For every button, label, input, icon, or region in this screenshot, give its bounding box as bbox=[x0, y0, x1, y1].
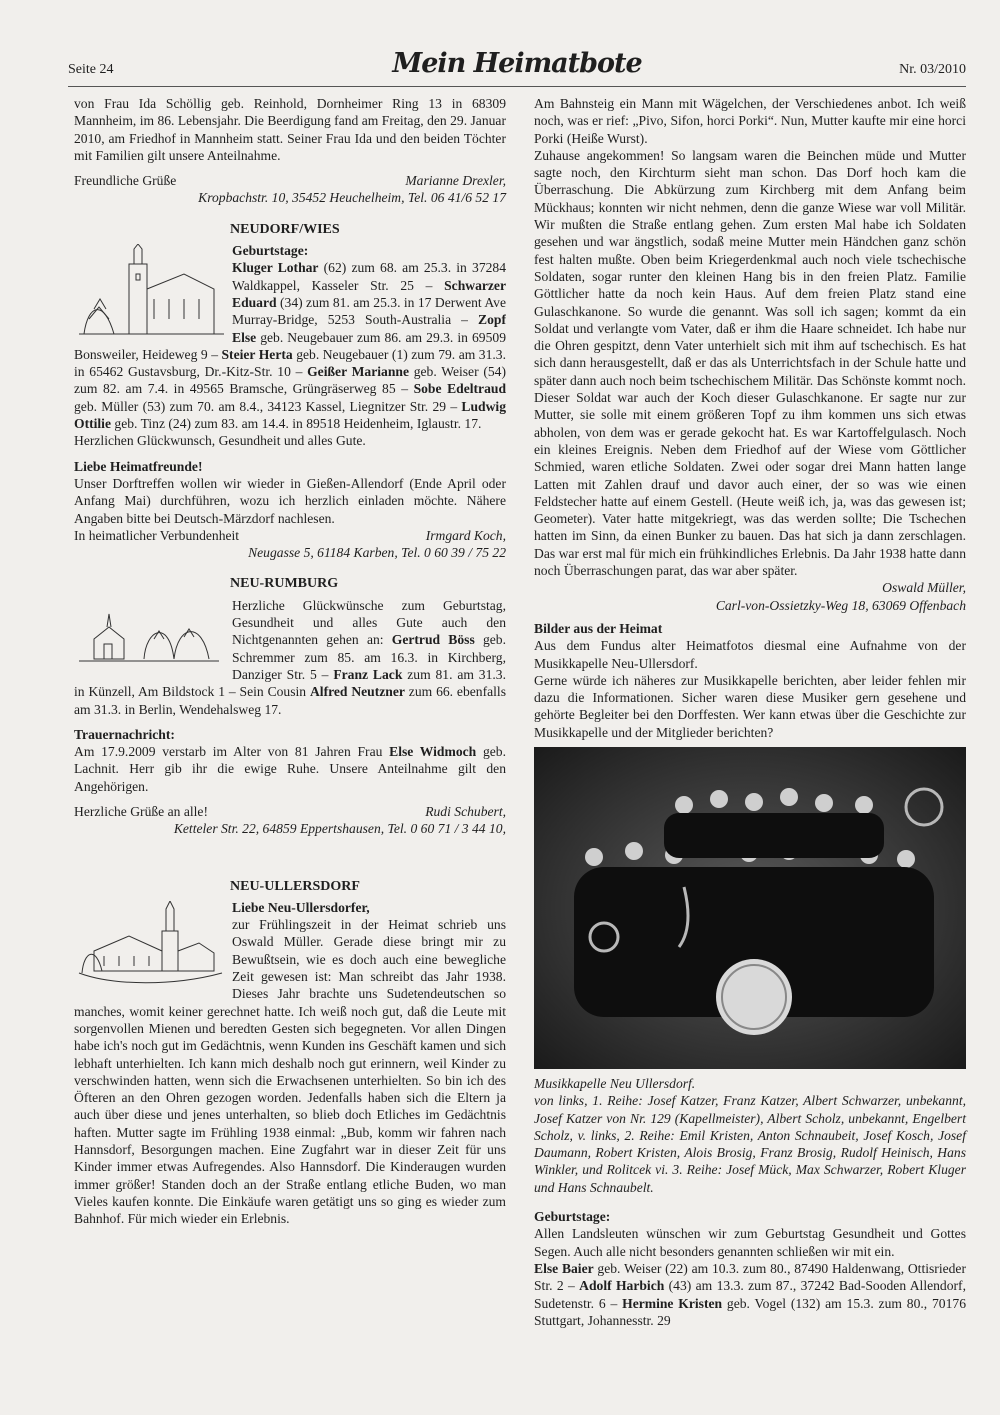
photo-caption-title: Musikkapelle Neu Ullersdorf. bbox=[534, 1075, 696, 1091]
neudorf-friends-text: Unser Dorftreffen wollen wir wieder in Gießen-Allendorf (Ende April oder Anfang Mai) durchführen, wozu ich herzlich einladen möchte. Nähere Angaben bitte bei Deutsch-Märzdorf nachlesen. bbox=[74, 475, 506, 526]
neudorf-wish: Herzlichen Glückwunsch, Gesundheit und alles Gute. bbox=[74, 433, 366, 449]
church-sketch-neudorf bbox=[74, 244, 224, 344]
neu-ullersdorf-section bbox=[74, 899, 506, 1228]
neudorf-friends-head: Liebe Heimatfreunde! bbox=[74, 458, 203, 474]
section-title-neudorf: NEUDORF/WIES bbox=[230, 221, 340, 237]
rumburg-sign-name: Rudi Schubert, bbox=[425, 803, 506, 819]
signature-1-address: Kropbachstr. 10, 35452 Heuchelheim, Tel. 06 41/6 52 17 bbox=[198, 190, 506, 206]
pictures-text-2: Gerne würde ich näheres zur Musikkapelle berichten, aber leider fehlen mir dazu die Informationen. Sicher waren diese Musiker gern gesehene und gehörte Begleiter bei den Dorffesten. Wer kann etwas über die Geschichte zur Musikkapelle und der Mitglieder berichten? bbox=[534, 672, 966, 740]
neudorf-section bbox=[74, 242, 506, 432]
neu-rumburg-birthdays: Herzliche Glückwünsche zum Geburtstag, Gesundheit und alles Gute auch den Nichtgenannten gehen an: Gertrud Böss geb. Schremmer zum 85. am 16.3. in Kirchberg, Danziger Str. 5 – Franz Lack zum 81. am 31.3. in Künzell, Am Bildstock 1 – Sein Cousin Alfred Neutzner zum 66. ebenfalls am 31.3. in Berlin, Wendehalsweg 17. bbox=[74, 597, 506, 717]
mourning-head: Trauernachricht: bbox=[74, 726, 175, 742]
signature-1-name: Marianne Drexler, bbox=[405, 173, 506, 189]
section-title-neu-ullersdorf: NEU-ULLERSDORF bbox=[230, 878, 360, 894]
left-column bbox=[74, 95, 506, 1228]
story-sign-address: Carl-von-Ossietzky-Weg 18, 63069 Offenbach bbox=[715, 597, 966, 613]
neu-rumburg-section bbox=[74, 597, 506, 718]
birthdays-head: Geburtstage: bbox=[534, 1209, 611, 1225]
pictures-text-1: Aus dem Fundus alter Heimatfotos diesmal eine Aufnahme von der Musikkapelle Neu-Ullersdorf. bbox=[534, 638, 966, 671]
birthdays-intro: Allen Landsleuten wünschen wir zum Geburtstag Gesundheit und Gottes Segen. Auch alle nicht besonders genannten schließen wir mit ein. bbox=[534, 1226, 966, 1259]
story-paragraph-1: Am Bahnsteig ein Mann mit Wägelchen, der Verschiedenes anbot. Ich weiß noch, was er rief: „Pivo, Sifon, horci Porki“. Nun, Mutter kaufte mir eine horci Porki (Heiße Wurst). bbox=[534, 96, 966, 146]
story-paragraph-2: Zuhause angekommen! So langsam waren die Beinchen müde und Mutter sagte noch, den Kirchturm sieht man schon. Das Dorf hoch kam die Überraschung. Die Abkürzung zum Kirchberg mit dem Anfang beim Mückhaus; konnten wir nicht nehmen, denn die ganze Wiese war voll Militär. Wir mußten die Straße entlang gehen. Zum ersten Mal habe ich Soldaten gesehen und war ängstlich, sodaß meine Mutter mein Händchen ganz schön fest halten mußte. Oben beim Kriegerdenkmal auch noch viele tschechische Soldaten, sogar runter den kleinen Hang bis in den freien Platz. Familie Göttlicher hatte da noch kein Haus. Auf dem freien Platz stand eine Gulaschkanone. So wurde die genannt. Was soll ich sagen; kommt da ein Soldat und verlangte vom Vater, daß er ihm die Haare schneidet. Ich habe nur die Ohren gespitzt, denn Vater unterhielt sich mit ihm auf tschechisch. Es hat sich dann herausgestellt, daß er das als Unterrichtsfach in der Schule hatte und später dann auch noch beim tschechischem Militär. Das Schönste kommt noch. Dieser Soldat war auch der Koch dieser Gulaschkanone. Er sagte nur zur Mutter, sie solle mit einem größeren Topf zu ihm kommen uns sich etwas abholen, von dem was er gerade gekocht hat. Es war Kartoffelgulasch. Noch ein kleines Ereignis. Neben dem Friedhof auf der Wiese vom Göttlicher Schmied, waren etliche Soldaten. Zwei oder sogar drei Mann hatten lange Latten mit Zahlen drauf und davor auch einer, der so was wie einen Feldstecher hatte auf einem Gestell. (Heute weiß ich, ja, was das gewesen ist; Geometer). Vater hatte mitgekriegt, was das werden sollte; Die Tschechen hatten im Sinn, da einen Bunker zu bauen. Das hat sich ja dann zerschlagen. Das war erst mal für mich ein frühkindliches Erlebnis. Da Jahr 1938 hatte dann noch Überraschungen parat, das war aber später. bbox=[534, 147, 966, 579]
pictures-head: Bilder aus der Heimat bbox=[534, 620, 663, 636]
right-column bbox=[534, 95, 966, 1329]
neudorf-birthdays: Kluger Lothar (62) zum 68. am 25.3. in 37284 Waldkappel, Kasseler Str. 25 – Schwarzer Eduard (34) zum 81. am 25.3. in 17 Derwent Ave Murray-Bridge, 5253 South-Australia – Zopf Else geb. Neugebauer zum 86. am 29.3. in 69509 Bonsweiler, Heideweg 9 – Steier Herta geb. Neugebauer (1) zum 79. am 31.3. in 65462 Gustavsburg, Dr.-Kitz-Str. 10 – Geißer Marianne geb. Weiser (54) zum 82. am 7.4. in 49565 Bramsche, Grüngräserweg 85 – Sobe Edeltraud geb. Müller (53) zum 70. am 8.4., 34123 Kassel, Liegnitzer Str. 29 – Ludwig Ottilie geb. Tinz (24) zum 83. am 14.4. in 89518 Heidenheim, Iglaustr. 17. bbox=[74, 260, 506, 432]
ullersdorf-salutation: Liebe Neu-Ullersdorfer, bbox=[232, 899, 370, 915]
header-rule bbox=[68, 86, 966, 87]
page-header bbox=[68, 48, 966, 82]
rumburg-sign-address: Ketteler Str. 22, 64859 Eppertshausen, Tel. 0 60 71 / 3 44 10, bbox=[173, 821, 506, 837]
rumburg-greeting: Herzliche Grüße an alle! Rudi Schubert, bbox=[74, 803, 506, 819]
issue-number: Nr. 03/2010 bbox=[899, 62, 966, 77]
mourning-text: Am 17.9.2009 verstarb im Alter von 81 Jahren Frau Else Widmoch geb. Lachnit. Herr gib ihr die ewige Ruhe. Unsere Anteilnahme gilt den Angehörigen. bbox=[74, 744, 506, 794]
neudorf-greeting: In heimatlicher Verbundenheit Irmgard Koch, bbox=[74, 527, 506, 543]
neudorf-birthday-head: Geburtstage: bbox=[232, 243, 309, 259]
page-number: Seite 24 bbox=[68, 62, 114, 77]
section-title-neu-rumburg: NEU-RUMBURG bbox=[230, 576, 339, 592]
greeting-1: Freundliche Grüße Marianne Drexler, bbox=[74, 173, 506, 189]
story-sign-name: Oswald Müller, bbox=[882, 580, 966, 596]
church-sketch-ullersdorf bbox=[74, 901, 224, 996]
intro-paragraph: von Frau Ida Schöllig geb. Reinhold, Dornheimer Ring 13 in 68309 Mannheim, im 86. Lebensjahr. Die Beerdigung fand am Freitag, den 29. Januar 2010, am Friedhof in Mannheim statt. Seiner Frau Ida und den beiden Töchter mit Familien gilt unsere Anteilnahme. bbox=[74, 96, 506, 163]
ullersdorf-letter: zur Frühlingszeit in der Heimat schrieb uns Oswald Müller. Gerade diese bringt mir zu Bewußtsein, wie es doch auch eine bewegliche Zeit gewesen ist: Man schreibt das Jahr 1938. Dieses Jahr brachte uns Sudetendeutschen so manches, womit keiner gerechnet hatte. Ich weiß noch gut, daß die Leute mit sorgenvollen Mienen und beredten Gesten sich begegneten. Vor allen Dingen habe ich's noch gut im Gedächtnis, wenn Kunden ins Geschäft kamen und sich lebhaft unterhielten. Ich kann mich deshalb noch gut erinnern, weil Kinder zu verschwinden hatten, wenn sich die Erwachsenen unterhielten. So bin ich des Öfteren an den Ohren gezogen worden. Jedenfalls haben sich die Eltern ja auch über diese und jenes unterhalten, so blieb doch Etliches im Gedächtnis haften. Mutter sagte im Frühling 1938 einmal: „Bub, komm wir fahren nach Hannsdorf, Besorgungen machen. Eine Zugfahrt war in dieser Zeit für uns Kinder immer etwas Aufregendes. Also Hannsdorf. Die Kinderaugen wurden immer größer! Standen doch an der Straße entlang etliche Buden, wo man Vieles kaufen konnte. Die Einkäufe waren getätigt uns so ging es wieder zum Bahnhof. Für mich wieder ein Erlebnis. bbox=[74, 917, 506, 1227]
church-sketch-rumburg bbox=[74, 599, 224, 669]
neudorf-sign-address: Neugasse 5, 61184 Karben, Tel. 0 60 39 / 75 22 bbox=[248, 545, 506, 561]
masthead-title: Mein Heimatbote bbox=[392, 48, 642, 79]
birthdays-list: Else Baier geb. Weiser (22) am 10.3. zum 80., 87490 Haldenwang, Ottisrieder Str. 2 – Adolf Harbich (43) am 13.3. zum 87., 37242 Bad-Sooden Allendorf, Sudetenstr. 6 – Hermine Kristen geb. Vogel (132) am 15.3. zum 80., 70176 Stuttgart, Johannesstr. 29 bbox=[534, 1260, 966, 1328]
band-photo bbox=[534, 747, 966, 1069]
neudorf-sign-name: Irmgard Koch, bbox=[425, 527, 506, 543]
photo-caption-text: von links, 1. Reihe: Josef Katzer, Franz Katzer, Albert Schwarzer, unbekannt, Josef Katzer von Nr. 129 (Kapellmeister), Albert Scholz, unbekannt, Engelbert Scholz, v. links, 2. Reihe: Emil Kristen, Anton Schnaubeit, Josef Kosch, Josef Daumann, Robert Kristen, Alois Brosig, Franz Brosig, Rudolf Heinisch, Hans Winkler, und Rolitcek vi. 3. Reihe: Josef Mück, Max Schwarzer, Robert Kluger und Hans Schnaubelt. bbox=[534, 1093, 966, 1195]
